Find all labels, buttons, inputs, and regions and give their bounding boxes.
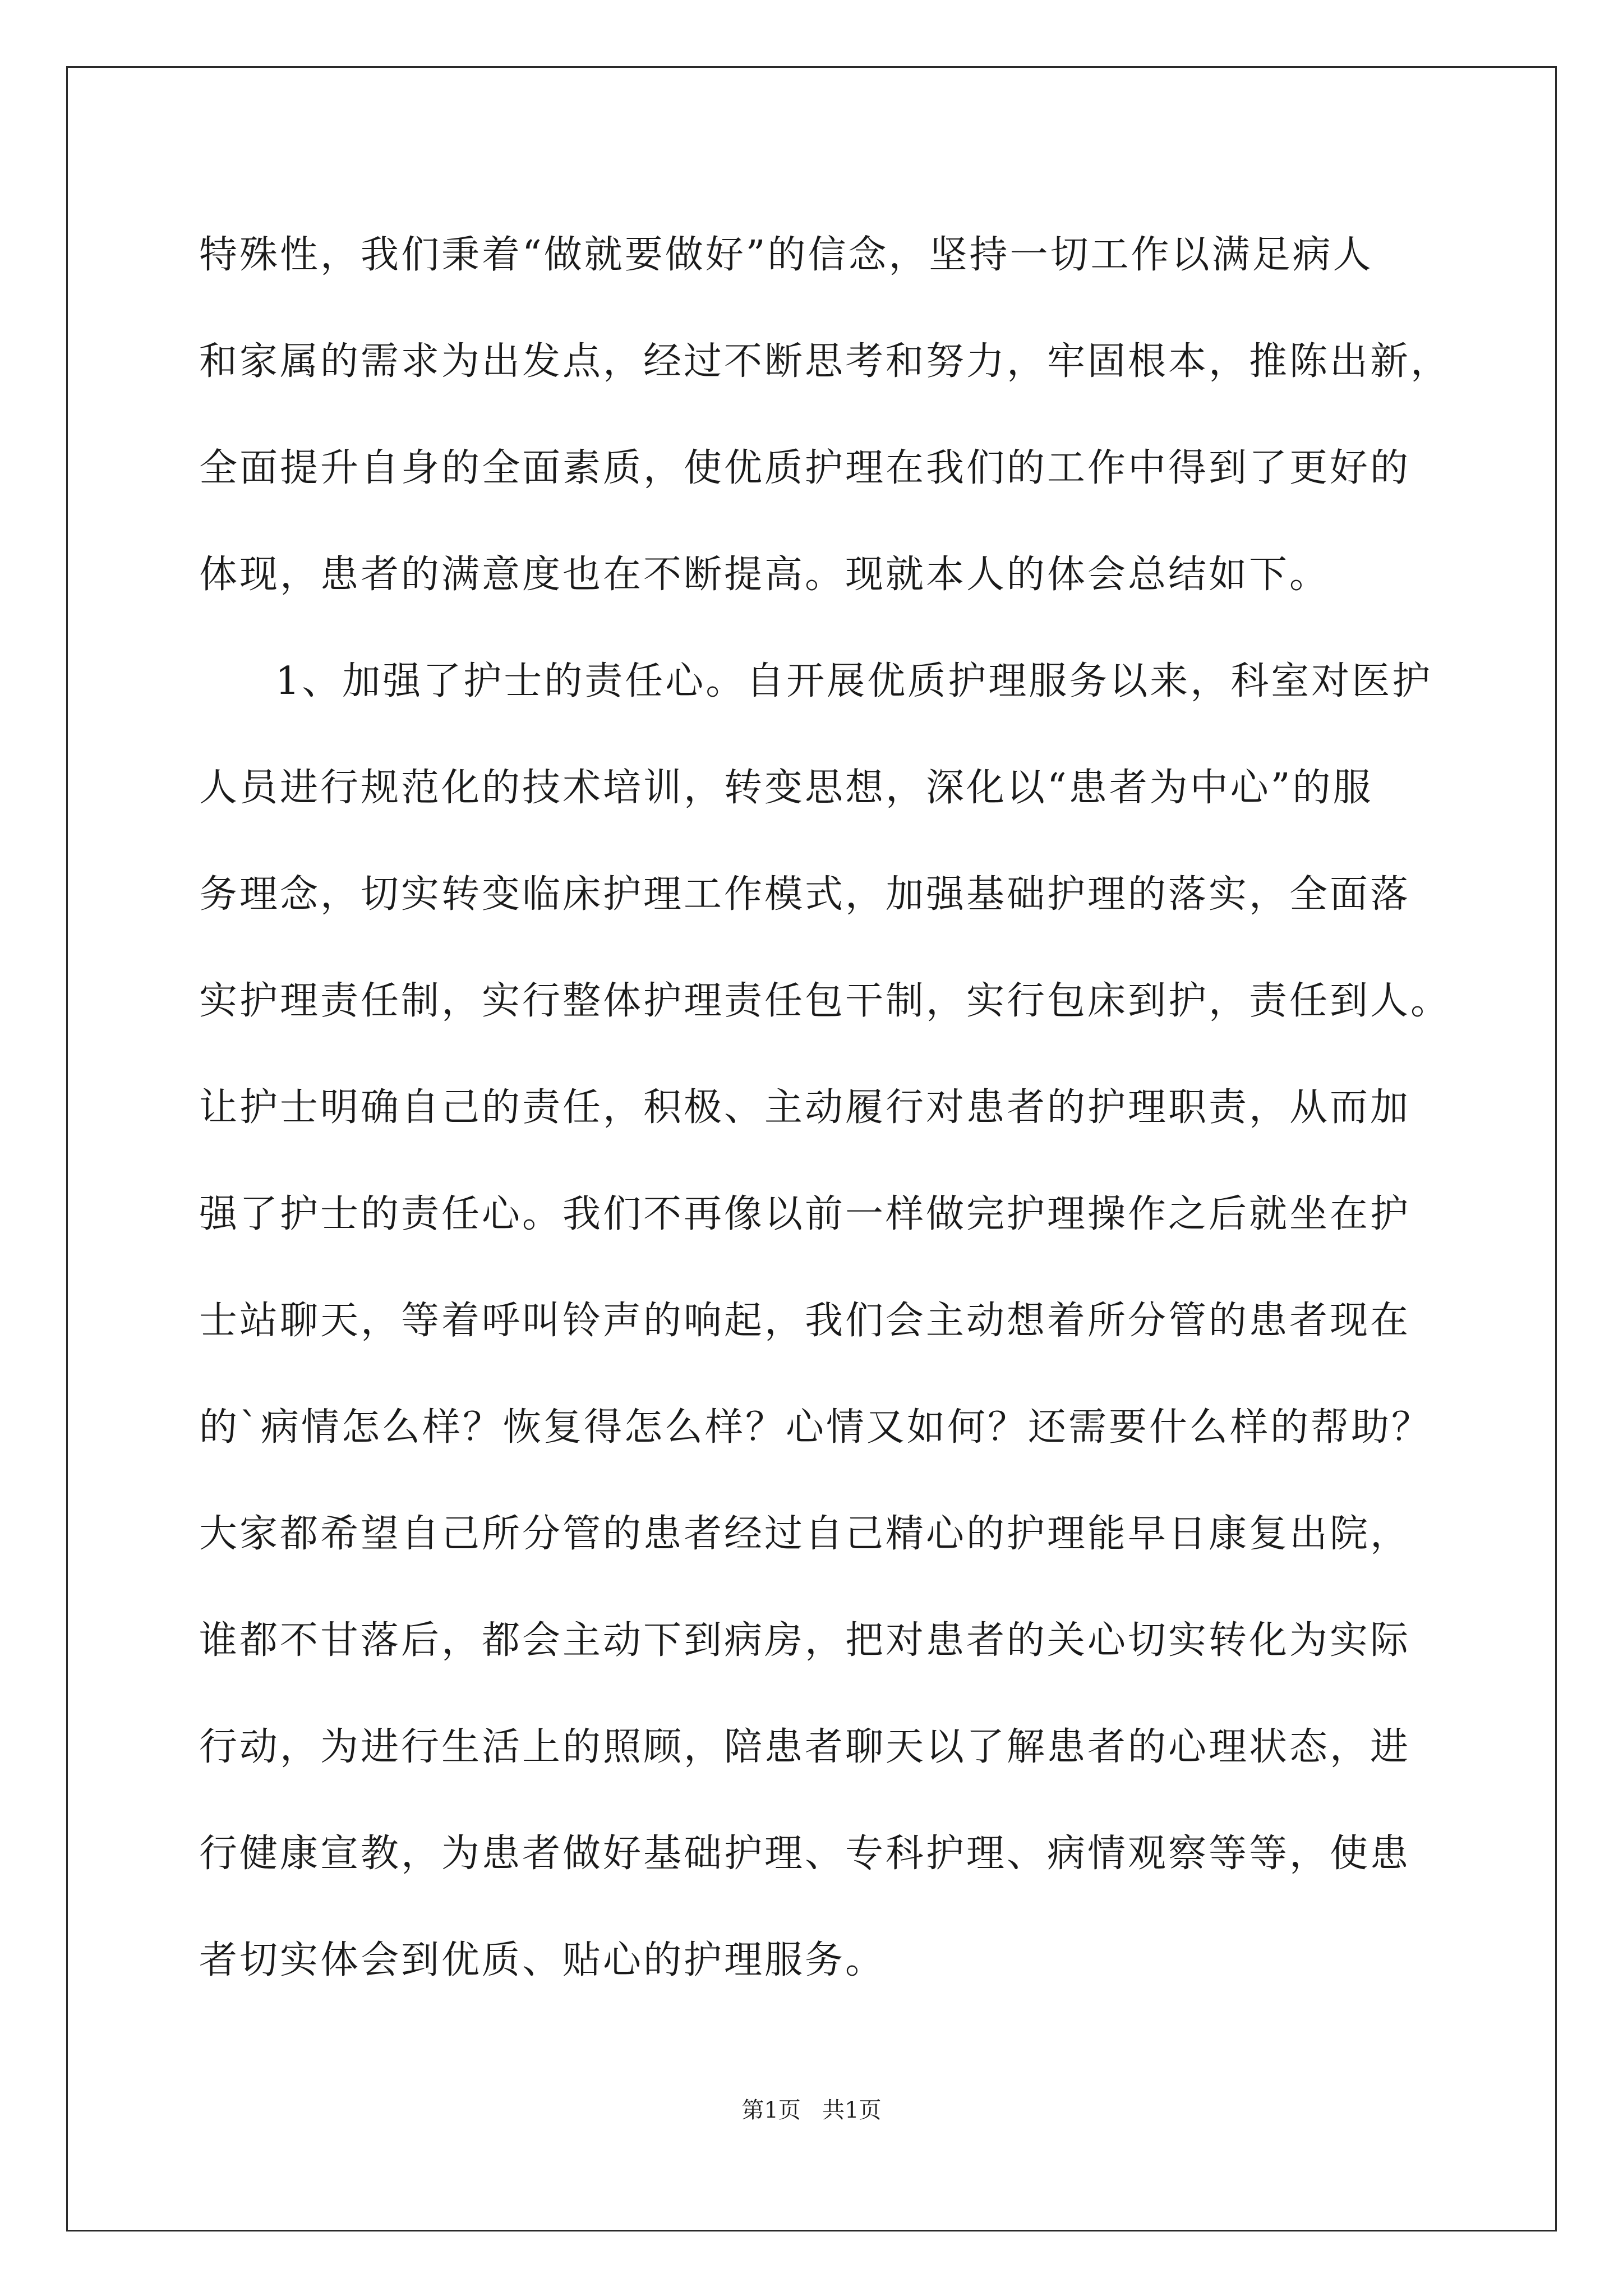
text-line: 者切实体会到优质、贴心的护理服务。 [199,1938,886,1982]
text-line: 体现，患者的满意度也在不断提高。现就本人的体会总结如下。 [199,553,1330,597]
text-line: 务理念，切实转变临床护理工作模式，加强基础护理的落实，全面落 [199,872,1411,917]
text-line: 人员进行规范化的技术培训，转变思想，深化以“患者为中心”的服 [199,766,1373,810]
text-line: 行动，为进行生活上的照顾，陪患者聊天以了解患者的心理状态，进 [199,1725,1411,1769]
text-line: 全面提升自身的全面素质，使优质护理在我们的工作中得到了更好的 [199,446,1411,490]
page-footer [0,2097,1623,2124]
paragraph-start-line: 1、加强了护士的责任心。自开展优质护理服务以来，科室对医护 [275,659,1433,703]
text-line: 的`病情怎么样？恢复得怎么样？心情又如何？还需要什么样的帮助？ [199,1405,1432,1450]
text-line: 和家属的需求为出发点，经过不断思考和努力，牢固根本，推陈出新， [199,339,1451,384]
text-line: 强了护士的责任心。我们不再像以前一样做完护理操作之后就坐在护 [199,1192,1411,1236]
text-line: 士站聊天，等着呼叫铃声的响起，我们会主动想着所分管的患者现在 [199,1299,1411,1343]
document-body [199,202,1451,2014]
text-line: 大家都希望自己所分管的患者经过自己精心的护理能早日康复出院， [199,1512,1411,1556]
text-line: 特殊性，我们秉着“做就要做好”的信念，坚持一切工作以满足病人 [199,233,1373,277]
text-line: 实护理责任制，实行整体护理责任包干制，实行包床到护，责任到人。 [199,979,1451,1023]
page-number: 第1页 [741,2097,801,2123]
text-line: 让护士明确自己的责任，积极、主动履行对患者的护理职责，从而加 [199,1085,1411,1130]
text-line: 谁都不甘落后，都会主动下到病房，把对患者的关心切实转化为实际 [199,1618,1411,1663]
text-line: 行健康宣教，为患者做好基础护理、专科护理、病情观察等等，使患 [199,1832,1411,1876]
total-pages: 共1页 [822,2097,882,2123]
